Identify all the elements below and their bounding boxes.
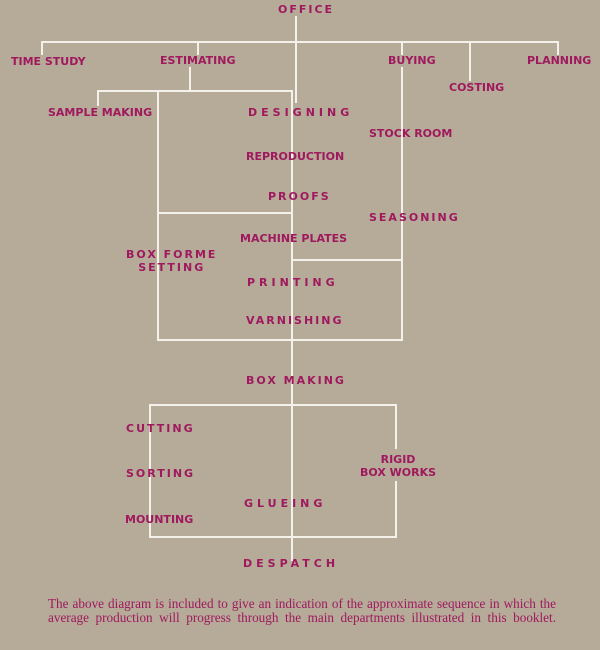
label-office: OFFICE [278,3,335,16]
label-estimating: ESTIMATING [160,54,236,67]
label-machine-plates: MACHINE PLATES [240,232,348,245]
label-planning: PLANNING [527,54,592,67]
label-rigid-box-works: RIGID BOX WORKS [360,453,437,479]
label-time-study: TIME STUDY [11,55,86,68]
label-stock-room: STOCK ROOM [369,127,453,140]
label-proofs: PROOFS [268,190,331,203]
label-box-forme-setting: BOX FORME SETTING [126,248,218,274]
label-glueing: GLUEING [244,497,327,510]
label-sample-making: SAMPLE MAKING [48,106,153,119]
label-reproduction: REPRODUCTION [246,150,345,163]
label-buying: BUYING [388,54,436,67]
label-seasoning: SEASONING [369,211,460,224]
label-mounting: MOUNTING [125,513,194,526]
label-box-making: BOX MAKING [246,374,346,387]
caption-text: The above diagram is included to give an indication of the approximate sequence in which the average production will progress through the main departments illustrated in this booklet. [48,596,556,625]
label-despatch: DESPATCH [243,557,340,570]
label-designing: DESIGNING [248,106,354,119]
label-sorting: SORTING [126,467,196,480]
label-varnishing: VARNISHING [246,314,344,327]
label-costing: COSTING [449,81,505,94]
label-printing: PRINTING [247,276,339,289]
label-cutting: CUTTING [126,422,195,435]
